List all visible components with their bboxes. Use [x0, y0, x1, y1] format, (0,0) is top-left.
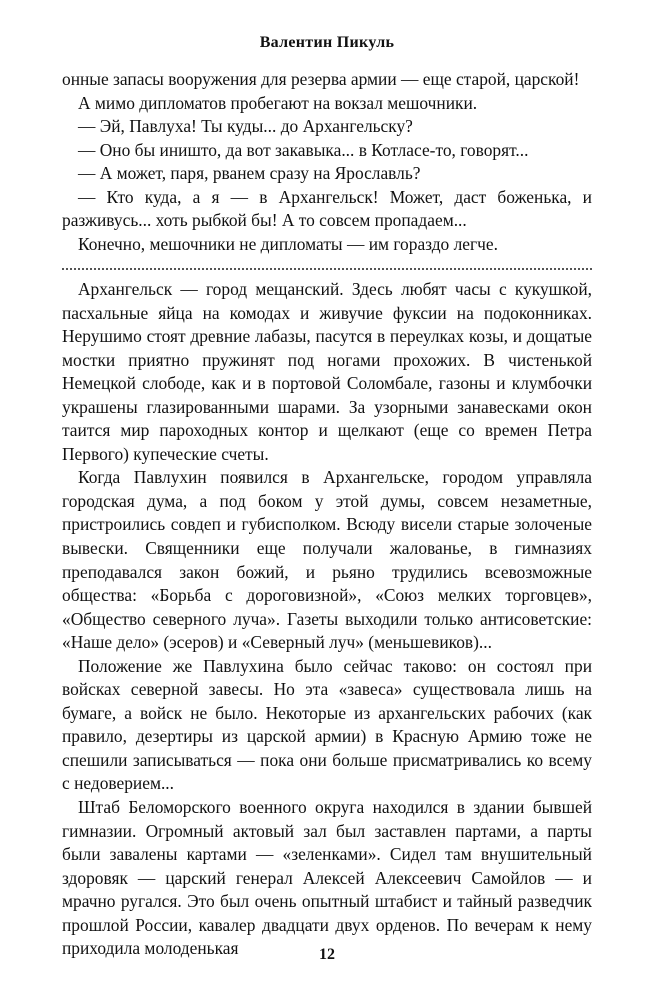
paragraph: Архангельск — город мещанский. Здесь любят часы с кукушкой, пасхальные яйца на комодах и живучие фуксии на подоконниках. Нерушимо стоят древние лабазы, пасутся в переулках козы, и дощатые мостки приятно пружинят под ногами прохожих. В чистенькой Немецкой слободе, как и в портовой Соломбале, газоны и клумбочки украшены глазированными шарами. За узорными занавесками окон таится мир пароходных контор и щелкают (еще со времен Петра Первого) купеческие счеты. [62, 279, 592, 464]
paragraph: А мимо дипломатов пробегают на вокзал мешочники. [78, 92, 478, 113]
paragraph: Положение же Павлухина было сейчас таково: он состоял при войсках северной завесы. Но эта «завеса» существовала лишь на бумаге, а войск не было. Некоторые из архангельских рабочих (как правило, дезертиры из царской армии) в Красную Армию тоже не спешили записываться — пока они больше присматривались ко всему с недоверием... [62, 655, 592, 794]
paragraph: — Оно бы иништо, да вот закавыка... в Котласе-то, говорят... [78, 139, 529, 160]
paragraph: Конечно, мешочники не дипломаты — им гораздо легче. [78, 233, 498, 254]
section-divider-dotted [62, 268, 592, 270]
paragraph: онные запасы вооружения для резерва армии — еще старой, царской! [62, 69, 580, 89]
paragraph: Штаб Беломорского военного округа находился в здании бывшей гимназии. Огромный актовый зал был заставлен партами, а парты были завалены картами — «зеленками». Сидел там внушительный здоровяк — царский генерал Алексей Алексеевич Самойлов — и мрачно ругался. Это был очень опытный штабист и тайный разведчик прошлой России, кавалер двадцати двух орденов. По вечерам к нему приходила молоденькая [62, 797, 592, 959]
page-number: 12 [319, 946, 335, 963]
book-page [62, 0, 592, 1000]
paragraph: — А может, паря, рванем сразу на Ярославль? [78, 163, 421, 184]
paragraph: Когда Павлухин появился в Архангельске, городом управляла городская дума, а под боком у этой думы, совсем незаметные, пристроились совдеп и губисполком. Всюду висели старые золоченые вывески. Священники еще получали жалованье, в гимназиях преподавался закон божий, и рьяно трудились всевозможные общества: «Борьба с дороговизной», «Союз мелких торговцев», «Общество северного луча». Газеты выходили только антисоветские: «Наше дело» (эсеров) и «Северный луч» (меньшевиков)... [62, 467, 592, 653]
running-head-author: Валентин Пикуль [259, 34, 395, 51]
paragraph: — Кто куда, а я — в Архангельск! Может, даст боженька, и разживусь... хоть рыбкой бы! А то совсем пропадаем... [62, 186, 592, 231]
text-block-dialogue [62, 68, 592, 256]
paragraph: — Эй, Павлуха! Ты куды... до Архангельску? [78, 116, 413, 137]
text-block-narrative [62, 278, 592, 961]
